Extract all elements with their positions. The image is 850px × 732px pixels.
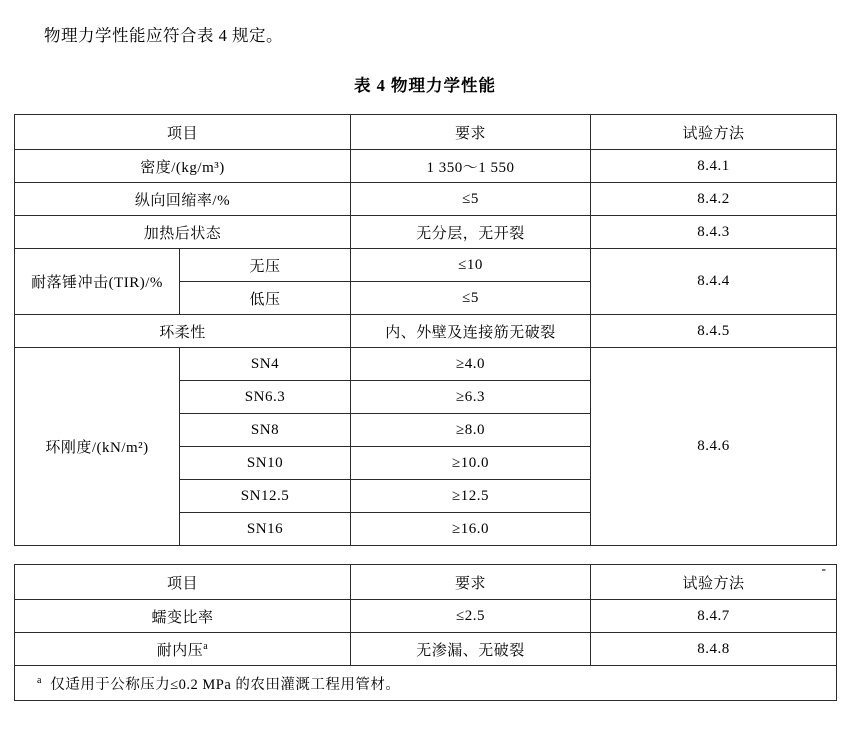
row-sub-item: SN10 <box>180 447 351 480</box>
physical-mechanical-properties-table-continued <box>14 564 837 701</box>
row-requirement: 无渗漏、无破裂 <box>351 633 591 666</box>
row-sub-item: SN6.3 <box>180 381 351 414</box>
row-item: 环刚度/(kN/m²) <box>15 348 180 546</box>
table-row <box>15 633 837 666</box>
row-item-label: 耐内压 <box>156 642 204 659</box>
header-requirement: 要求 <box>351 115 591 150</box>
header-item: 项目 <box>15 565 351 600</box>
row-method: 8.4.8 <box>591 633 837 666</box>
row-method: 8.4.3 <box>591 216 837 249</box>
footnote-cell <box>15 666 837 701</box>
row-method: 8.4.7 <box>591 600 837 633</box>
document-page <box>0 22 850 732</box>
row-sub-item: SN12.5 <box>180 480 351 513</box>
physical-mechanical-properties-table <box>14 114 837 546</box>
footnote-ref: a <box>203 640 209 652</box>
row-item: 纵向回缩率/% <box>15 183 351 216</box>
row-item: 蠕变比率 <box>15 600 351 633</box>
row-method: 8.4.5 <box>591 315 837 348</box>
row-requirement: ≥8.0 <box>351 414 591 447</box>
intro-paragraph: 物理力学性能应符合表 4 规定。 <box>44 26 283 45</box>
table-row <box>15 249 837 282</box>
row-sub-item: 低压 <box>180 282 351 315</box>
row-item: 加热后状态 <box>15 216 351 249</box>
table-row <box>15 150 837 183</box>
row-requirement: 内、外壁及连接筋无破裂 <box>351 315 591 348</box>
row-item: 密度/(kg/m³) <box>15 150 351 183</box>
row-method: 8.4.4 <box>591 249 837 315</box>
row-method: 8.4.2 <box>591 183 837 216</box>
row-method: 8.4.1 <box>591 150 837 183</box>
table-row <box>15 216 837 249</box>
page-tick-mark: - <box>821 562 826 577</box>
row-requirement: 1 350～1 550 <box>351 150 591 183</box>
table-header-row <box>15 565 837 600</box>
row-requirement: ≤10 <box>351 249 591 282</box>
row-requirement: ≤5 <box>351 282 591 315</box>
header-method: 试验方法 <box>591 115 837 150</box>
table-footnote-row <box>15 666 837 701</box>
table-header-row <box>15 115 837 150</box>
table-row <box>15 315 837 348</box>
row-sub-item: SN16 <box>180 513 351 546</box>
table-row <box>15 600 837 633</box>
row-requirement: ≥4.0 <box>351 348 591 381</box>
row-item: 环柔性 <box>15 315 351 348</box>
row-item: 耐落锤冲击(TIR)/% <box>15 249 180 315</box>
row-requirement: ≤2.5 <box>351 600 591 633</box>
row-requirement: ≥16.0 <box>351 513 591 546</box>
header-requirement: 要求 <box>351 565 591 600</box>
row-requirement: ≥12.5 <box>351 480 591 513</box>
row-sub-item: SN4 <box>180 348 351 381</box>
row-requirement: ≥6.3 <box>351 381 591 414</box>
row-requirement: ≤5 <box>351 183 591 216</box>
table-row <box>15 348 837 381</box>
table-row <box>15 183 837 216</box>
footnote-marker: a <box>37 674 42 686</box>
row-requirement: 无分层，无开裂 <box>351 216 591 249</box>
row-method: 8.4.6 <box>591 348 837 546</box>
row-sub-item: 无压 <box>180 249 351 282</box>
header-item: 项目 <box>15 115 351 150</box>
row-sub-item: SN8 <box>180 414 351 447</box>
header-method: 试验方法 <box>591 565 837 600</box>
row-item <box>15 633 351 666</box>
footnote-text: 仅适用于公称压力≤0.2 MPa 的农田灌溉工程用管材。 <box>50 676 401 693</box>
row-requirement: ≥10.0 <box>351 447 591 480</box>
table-title: 表 4 物理力学性能 <box>354 76 496 95</box>
